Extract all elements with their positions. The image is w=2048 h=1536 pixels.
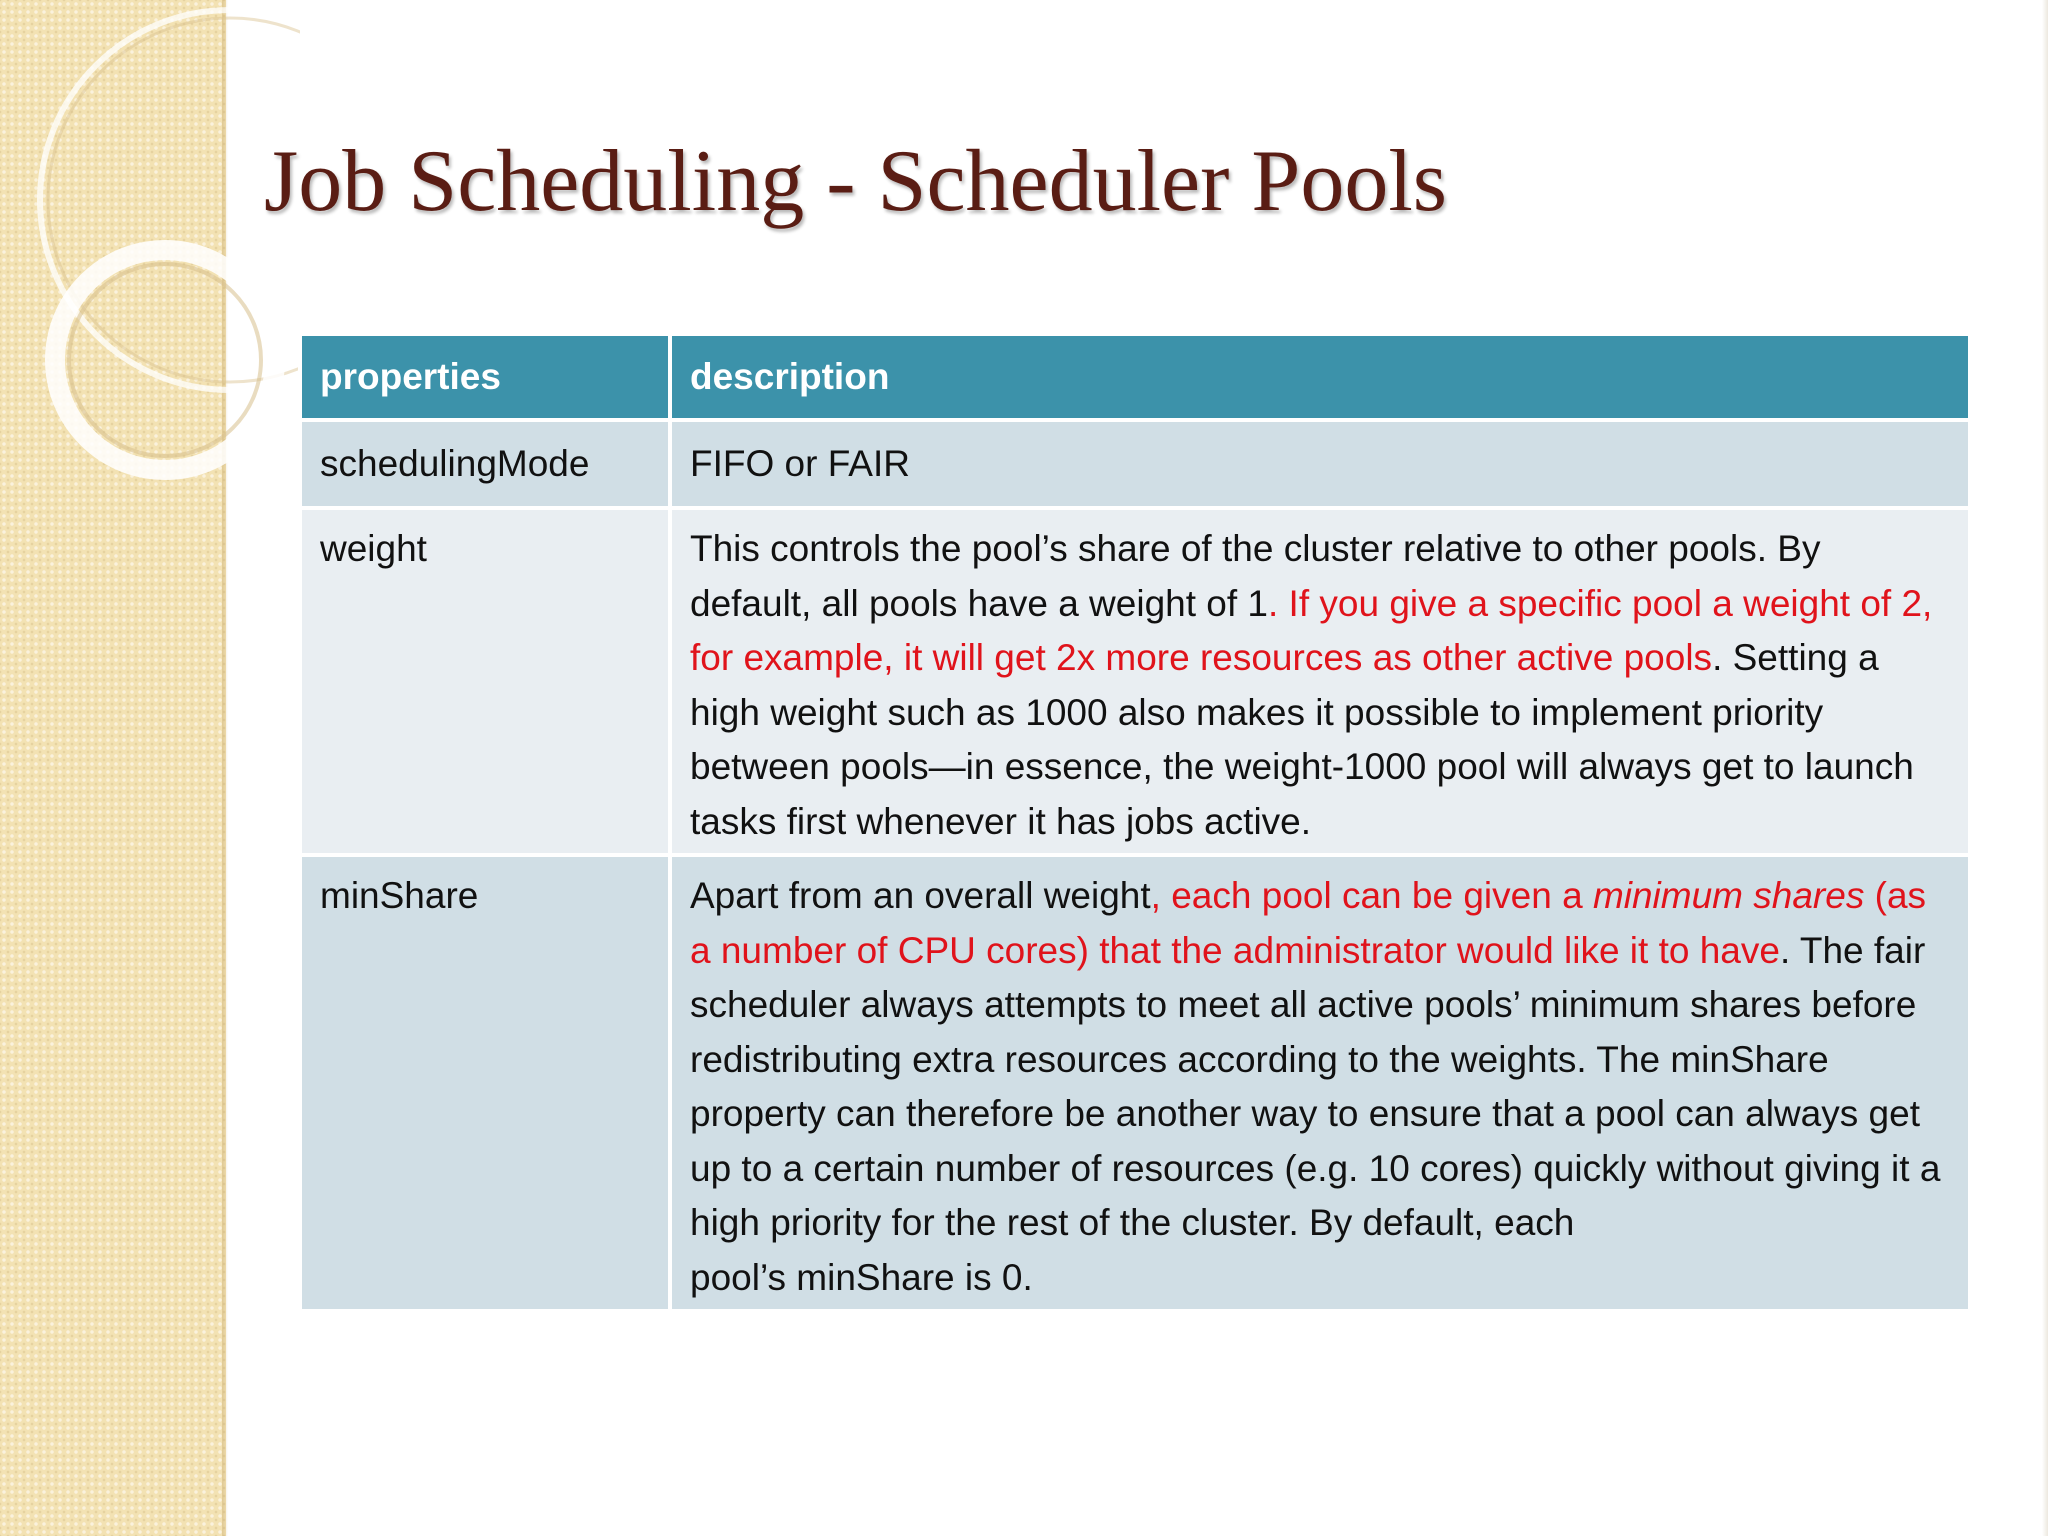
decorative-ring-small — [55, 250, 275, 470]
decorative-rings — [0, 0, 300, 520]
description-text: Apart from an overall weight — [690, 875, 1151, 916]
table-row-schedulingmode — [300, 420, 1970, 508]
table-row-weight — [300, 508, 1970, 855]
properties-table — [298, 332, 1972, 1313]
highlighted-text: (as a number of CPU cores) that the administrator would like it to have — [690, 875, 1927, 971]
description-cell — [670, 855, 1970, 1311]
highlighted-text: . If you give a specific pool a weight of 2, for example, it will get 2x more resources as other active pools — [690, 582, 1933, 678]
description-text: . The fair scheduler always attempts to meet all active pools’ minimum shares before redistributing extra resources according to the weights. The minShare property can therefore be another way to ensure that a pool can always get up to a certain number of resources (e.g. 10 cores) quickly without giving it a high priority for the rest of the cluster. By default, each — [690, 929, 1941, 1243]
property-cell: minShare — [300, 855, 670, 1311]
table-header-row — [300, 334, 1970, 420]
highlighted-text: , each pool can be given a — [1150, 875, 1593, 916]
description-text: This controls the pool’s share of the cluster relative to other pools. By default, all pools have a weight of 1 — [690, 528, 1821, 624]
right-edge-shade — [2042, 0, 2048, 1536]
description-cell — [670, 508, 1970, 855]
decorative-ring-large — [40, 10, 300, 390]
table-row-minshare — [300, 855, 1970, 1311]
description-text: . Setting a high weight such as 1000 also makes it possible to implement priority between pools—in essence, the weight-1000 pool will always get to launch tasks first whenever it has jobs active. — [690, 637, 1914, 842]
description-cell — [670, 420, 1970, 508]
description-text: FIFO or FAIR — [690, 442, 910, 484]
decorative-ring-small-shade — [69, 264, 261, 456]
property-cell: weight — [300, 508, 670, 855]
slide-title: Job Scheduling - Scheduler Pools — [264, 133, 1448, 230]
highlighted-italic-text: minimum shares — [1592, 875, 1865, 916]
header-properties: properties — [300, 334, 670, 420]
property-cell: schedulingMode — [300, 420, 670, 508]
description-text: pool’s minShare is 0. — [690, 1256, 1033, 1298]
header-description: description — [670, 334, 1970, 420]
